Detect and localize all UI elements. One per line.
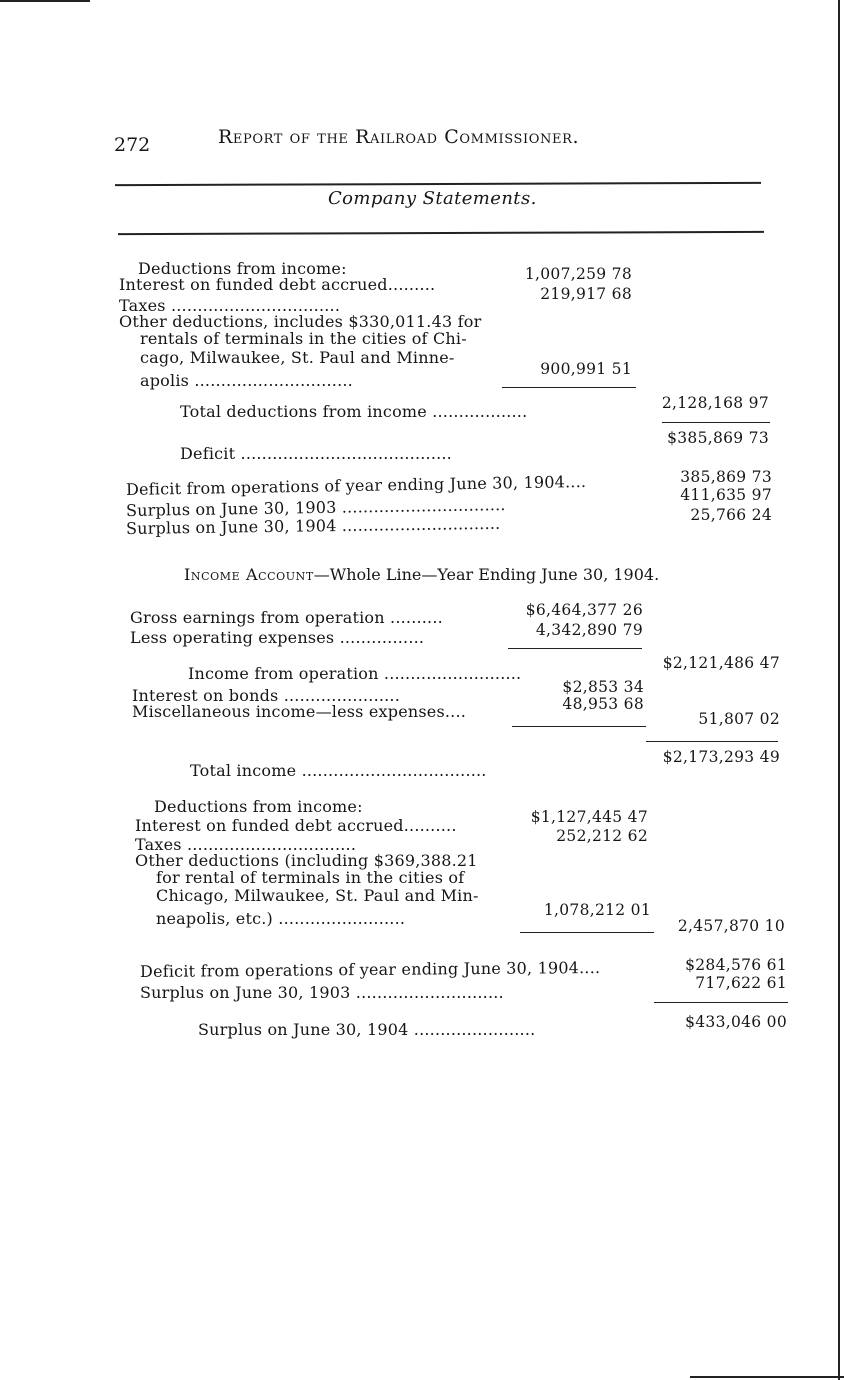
interest-label: Interest on funded debt accrued.........: [119, 275, 436, 294]
income-account-heading-rest: —Whole Line—Year Ending June 30, 1904.: [313, 565, 660, 584]
interest-label-2: Interest on funded debt accrued..........: [135, 816, 457, 835]
deficit-operations-2-label: Deficit from operations of year ending June 30, 1904....: [139, 957, 601, 981]
other-deductions-2-value: 1,078,212 01: [543, 901, 651, 919]
interest-bonds-value: $2,853 34: [562, 678, 644, 696]
interest-bonds-label: Interest on bonds ......................: [132, 686, 400, 705]
deductions-heading-2: Deductions from income:: [154, 797, 363, 816]
deficit-value: $385,869 73: [667, 429, 769, 447]
surplus-1903-2-label: Surplus on June 30, 1903 ............................: [140, 983, 504, 1002]
misc-income-label: Miscellaneous income—less expenses....: [132, 702, 467, 721]
deficit-operations-label: Deficit from operations of year ending June 30, 1904....: [125, 471, 587, 499]
operating-rule: [508, 648, 642, 649]
taxes-value: 219,917 68: [540, 285, 632, 303]
taxes-label-2: Taxes ................................: [135, 835, 357, 854]
income-account-heading: [184, 567, 659, 583]
running-title: Report of the Railroad Commissioner.: [218, 126, 580, 148]
other-deductions-line-3: cago, Milwaukee, St. Paul and Minne-: [140, 348, 455, 367]
total-income-label: Total income ...................................: [190, 761, 487, 780]
surplus-1903-label: Surplus on June 30, 1903 ...............................: [125, 495, 506, 520]
income-operation-value: $2,121,486 47: [662, 654, 780, 672]
final-rule: [654, 1002, 788, 1003]
operating-expenses-value: 4,342,890 79: [535, 621, 643, 639]
other-deductions-line-1: Other deductions, includes $330,011.43 for: [119, 312, 482, 331]
deficit-label: Deficit ........................................: [180, 444, 452, 463]
income-operation-label: Income from operation ..........................: [188, 664, 522, 683]
section2-subtotal-rule: [520, 932, 654, 933]
total-rule: [662, 422, 770, 423]
deficit-operations-2-value: $284,576 61: [685, 956, 787, 974]
other-deductions-line-2: rentals of terminals in the cities of Chi-: [140, 329, 467, 348]
scan-edge-bottom: [690, 1376, 844, 1378]
other-deductions-2-line-2: for rental of terminals in the cities of: [156, 868, 465, 887]
total-deductions-label: Total deductions from income ..................: [180, 402, 528, 421]
other-deductions-2-line-3: Chicago, Milwaukee, St. Paul and Min-: [156, 886, 479, 905]
gross-earnings-value: $6,464,377 26: [525, 601, 643, 619]
interest-value: 1,007,259 78: [524, 265, 632, 283]
misc-income-value: 48,953 68: [562, 695, 644, 713]
scan-edge-right: [838, 0, 840, 1380]
other-deductions-line-4: apolis ..............................: [140, 371, 353, 390]
other-deductions-2-line-1: Other deductions (including $369,388.21: [135, 851, 478, 870]
total-income-value: $2,173,293 49: [662, 748, 780, 766]
other-deductions-value: 900,991 51: [540, 360, 632, 378]
header-rule-2: [118, 231, 764, 235]
income-total-rule: [646, 741, 778, 742]
interest-value-2: $1,127,445 47: [530, 808, 648, 826]
page-number: 272: [114, 134, 151, 156]
section-subtitle: Company Statements.: [328, 188, 537, 209]
taxes-value-2: 252,212 62: [556, 827, 648, 845]
income-account-heading-sc: Income Account: [184, 565, 314, 584]
operating-expenses-label: Less operating expenses ................: [130, 628, 425, 647]
surplus-1903-2-value: 717,622 61: [695, 974, 787, 992]
surplus-1904-2-value: $433,046 00: [685, 1013, 787, 1031]
other-deductions-2-line-4: neapolis, etc.) ........................: [156, 909, 406, 928]
surplus-1903-value: 411,635 97: [680, 486, 772, 504]
other-deductions-2-total: 2,457,870 10: [677, 917, 785, 935]
subtotal-rule: [502, 387, 636, 388]
surplus-1904-value: 25,766 24: [690, 506, 772, 524]
total-deductions-value: 2,128,168 97: [661, 394, 769, 412]
taxes-label: Taxes ................................: [119, 296, 341, 315]
surplus-1904-2-label: Surplus on June 30, 1904 .......................: [198, 1020, 536, 1039]
surplus-1904-label: Surplus on June 30, 1904 ..............................: [125, 513, 501, 538]
header-rule-1: [115, 182, 761, 186]
gross-earnings-label: Gross earnings from operation ..........: [130, 608, 443, 627]
misc-rule: [512, 726, 646, 727]
scan-edge-top: [0, 0, 90, 2]
deficit-operations-value: 385,869 73: [680, 468, 772, 486]
deductions-heading: Deductions from income:: [138, 259, 347, 278]
misc-income-total: 51,807 02: [698, 710, 780, 728]
